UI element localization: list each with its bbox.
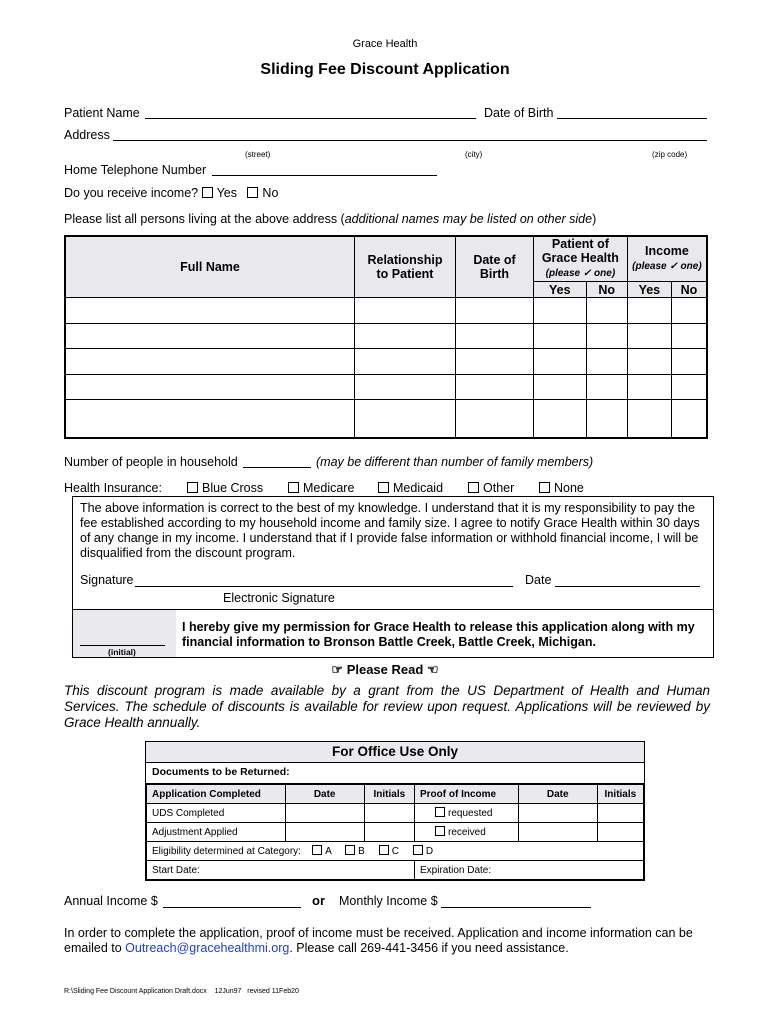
documents-heading: Documents to be Returned: <box>146 763 644 784</box>
insurance-label: Health Insurance: <box>64 481 162 495</box>
household-label: Number of people in household <box>64 455 238 469</box>
uds-label: UDS Completed <box>147 804 286 823</box>
discount-description: This discount program is made available by a grant from the US Department of Health and Human Services. The schedule of discounts is available for review upon request. Applications will be reviewed by Grace Health annually. <box>64 683 710 730</box>
please-read-heading <box>0 662 770 678</box>
received-initials-cell[interactable] <box>597 823 643 842</box>
pointing-hand-left-icon: ☜ <box>426 662 439 677</box>
requested-date-cell[interactable] <box>518 804 597 823</box>
category-a-label: A <box>325 846 332 857</box>
dob-line2: Birth <box>479 267 510 281</box>
signature-label: Signature <box>80 573 134 587</box>
col-dob <box>456 236 534 298</box>
file-path: R:\Sliding Fee Discount Application Draft.docx 12Jun97 revised 11Feb20 <box>64 988 299 995</box>
income-question-label: Do you receive income? <box>64 186 199 200</box>
expiration-date-cell[interactable] <box>415 861 644 880</box>
table-row[interactable] <box>65 400 707 438</box>
income-yes-label: Yes <box>216 186 237 200</box>
patient-of-line2: Grace Health <box>541 251 619 265</box>
or-label: or <box>312 893 325 908</box>
col-relationship <box>355 236 456 298</box>
dob-label: Date of Birth <box>484 106 554 120</box>
signature-date-field[interactable] <box>555 586 700 587</box>
other-label: Other <box>483 481 515 495</box>
footer-text-2: . Please call 269-441-3456 if you need assistance. <box>289 941 569 955</box>
app-completed-label: Application Completed <box>147 785 286 804</box>
income-no-label: No <box>262 186 279 200</box>
other-checkbox[interactable] <box>468 482 479 493</box>
initial-label: (initial) <box>108 647 136 657</box>
footer-instructions <box>64 926 710 956</box>
please-read-label: Please Read <box>346 662 424 677</box>
table-row[interactable] <box>65 323 707 349</box>
electronic-signature: Electronic Signature <box>223 591 335 605</box>
requested-initials-cell[interactable] <box>597 804 643 823</box>
initials-header: Initials <box>364 785 414 804</box>
zip-hint: (zip code) <box>652 150 688 159</box>
income-please-one: (please ✓ one) <box>632 261 702 272</box>
email-link[interactable]: Outreach@gracehealthmi.org <box>125 941 290 955</box>
pointing-hand-right-icon: ☞ <box>331 662 344 677</box>
insurance-medicare[interactable] <box>288 481 354 495</box>
annual-income-field[interactable] <box>163 907 301 908</box>
monthly-income-label: Monthly Income $ <box>339 894 438 908</box>
col-patient-of <box>534 236 628 282</box>
income-no-checkbox[interactable] <box>247 187 258 198</box>
office-use-title: For Office Use Only <box>146 742 644 763</box>
proof-initials-header: Initials <box>597 785 643 804</box>
blue-cross-label: Blue Cross <box>202 481 264 495</box>
category-c-label: C <box>391 846 399 857</box>
adjustment-label: Adjustment Applied <box>147 823 286 842</box>
street-hint: (street) <box>245 150 271 159</box>
org-name: Grace Health <box>352 38 418 50</box>
household-note: (may be different than number of family members) <box>316 455 594 469</box>
insurance-other[interactable] <box>468 481 514 495</box>
income-yes-checkbox[interactable] <box>202 187 213 198</box>
table-row[interactable] <box>65 298 707 324</box>
annual-income-label: Annual Income $ <box>64 894 158 908</box>
adjustment-date-cell[interactable] <box>285 823 364 842</box>
requested-checkbox[interactable] <box>435 807 445 817</box>
start-date-label: Start Date: <box>152 864 200 876</box>
attestation-text: The above information is correct to the best of my knowledge. I understand that it is my responsibility to pay the fee established according to my household income and family size. I agree to notify Grace Health within 30 days of any change in my income. I understand that if I provide false information or withhold financial income, I will be disqualified from the discount program. <box>80 501 700 560</box>
office-table <box>146 784 644 880</box>
phone-field[interactable] <box>212 175 437 176</box>
footer-text-1: In order to complete the application, proof of income must be received. Application and income information can be emailed to <box>64 926 693 955</box>
category-a-checkbox[interactable] <box>312 845 322 855</box>
medicaid-label: Medicaid <box>393 481 444 495</box>
none-label: None <box>554 481 584 495</box>
medicaid-checkbox[interactable] <box>378 482 389 493</box>
adjustment-initials-cell[interactable] <box>364 823 414 842</box>
household-table <box>64 235 708 439</box>
uds-date-cell[interactable] <box>285 804 364 823</box>
page-title: Sliding Fee Discount Application <box>260 61 510 78</box>
signature-date-label: Date <box>525 573 552 587</box>
patient-please-one: (please ✓ one) <box>545 268 616 279</box>
income-no-header: No <box>671 282 707 298</box>
dob-field[interactable] <box>557 118 707 119</box>
insurance-none[interactable] <box>539 481 584 495</box>
medicare-label: Medicare <box>303 481 355 495</box>
dob-line1: Date of <box>473 253 516 267</box>
requested-label: requested <box>448 808 493 819</box>
category-d-label: D <box>425 846 434 857</box>
received-date-cell[interactable] <box>518 823 597 842</box>
expiration-date-label: Expiration Date: <box>420 864 492 876</box>
received-option[interactable] <box>415 823 519 842</box>
proof-income-header: Proof of Income <box>415 785 519 804</box>
col-full-name: Full Name <box>65 236 355 298</box>
address-label: Address <box>64 128 110 142</box>
uds-initials-cell[interactable] <box>364 804 414 823</box>
relationship-line1: Relationship <box>367 253 443 267</box>
patient-yes-header: Yes <box>534 282 587 298</box>
eligibility-row <box>147 842 644 861</box>
relationship-line2: to Patient <box>376 267 434 281</box>
list-instruction-italic: additional names may be listed on other side <box>344 212 593 226</box>
proof-date-header: Date <box>518 785 597 804</box>
list-instruction <box>64 212 596 226</box>
signature-field[interactable] <box>135 586 513 587</box>
date-header: Date <box>285 785 364 804</box>
list-instruction-suffix: ) <box>592 212 597 226</box>
household-field[interactable] <box>243 467 311 468</box>
patient-name-label: Patient Name <box>64 106 140 120</box>
monthly-income-field[interactable] <box>441 907 591 908</box>
category-b-label: B <box>358 846 365 857</box>
received-label: received <box>448 827 486 838</box>
patient-no-header: No <box>586 282 627 298</box>
received-checkbox[interactable] <box>435 826 445 836</box>
income-header: Income <box>645 244 689 258</box>
table-row[interactable] <box>65 349 707 375</box>
office-use-section <box>145 741 645 881</box>
patient-of-line1: Patient of <box>551 237 609 251</box>
city-hint: (city) <box>465 150 483 159</box>
col-income <box>627 236 707 282</box>
insurance-blue-cross[interactable] <box>187 481 263 495</box>
start-date-cell[interactable] <box>147 861 415 880</box>
initial-field[interactable] <box>80 645 165 646</box>
insurance-medicaid[interactable] <box>378 481 443 495</box>
address-field[interactable] <box>113 140 707 141</box>
blue-cross-checkbox[interactable] <box>187 482 198 493</box>
income-yes-header: Yes <box>627 282 671 298</box>
eligibility-label: Eligibility determined at Category: <box>152 846 301 857</box>
category-d-checkbox[interactable] <box>413 845 423 855</box>
list-instruction-prefix: Please list all persons living at the above address ( <box>64 212 345 226</box>
table-row[interactable] <box>65 374 707 400</box>
requested-option[interactable] <box>415 804 519 823</box>
income-question <box>64 186 278 200</box>
category-c-checkbox[interactable] <box>379 845 389 855</box>
phone-label: Home Telephone Number <box>64 163 207 177</box>
category-b-checkbox[interactable] <box>345 845 355 855</box>
permission-text: I hereby give my permission for Grace Health to release this application along with my financial information to Bronson Battle Creek, Battle Creek, Michigan. <box>182 620 695 649</box>
none-checkbox[interactable] <box>539 482 550 493</box>
medicare-checkbox[interactable] <box>288 482 299 493</box>
patient-name-field[interactable] <box>145 118 476 119</box>
